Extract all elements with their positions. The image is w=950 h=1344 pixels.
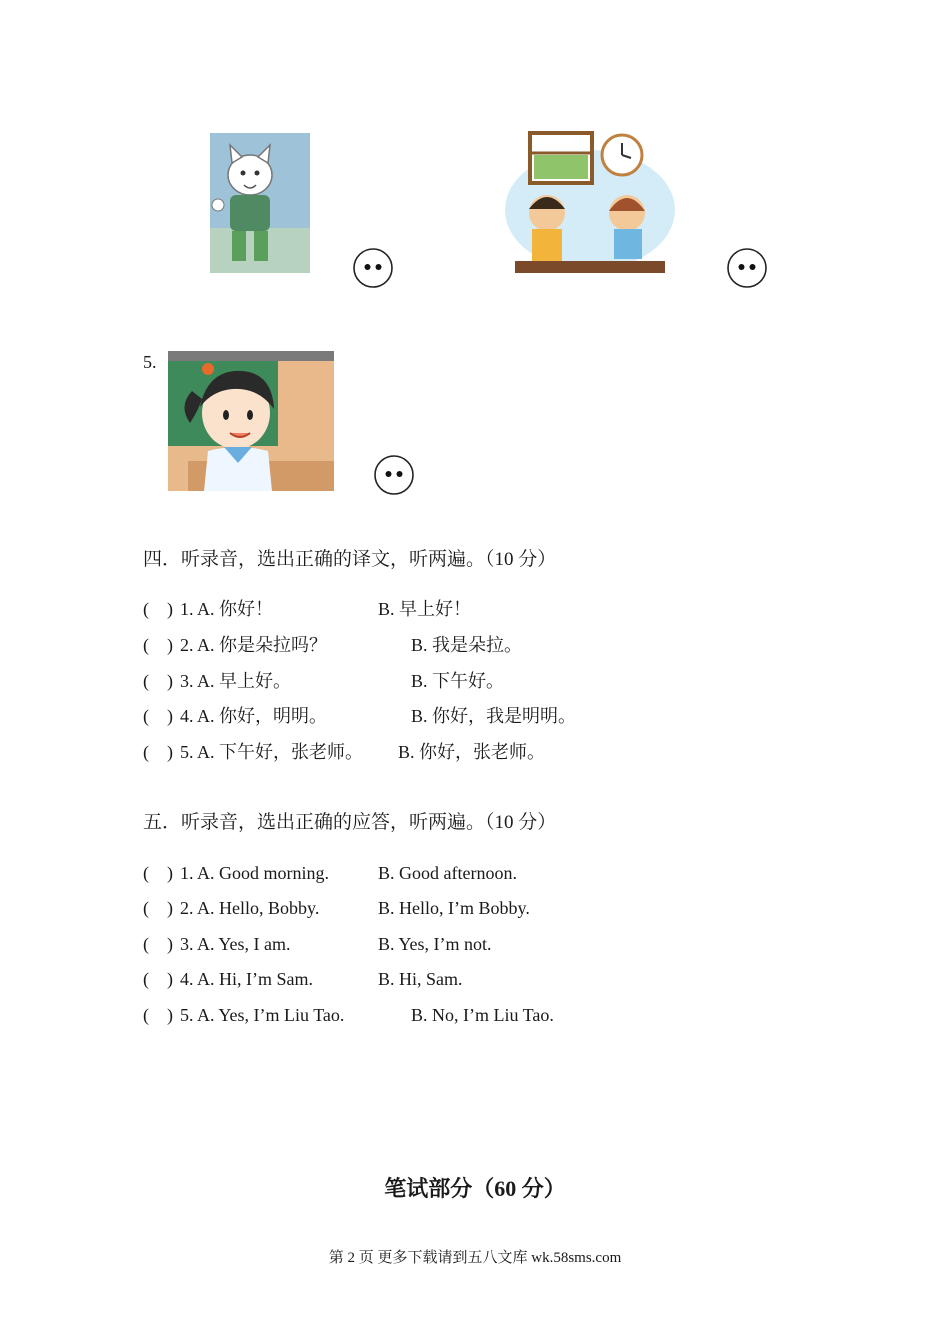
answer-paren[interactable]: ( ) xyxy=(143,1005,173,1025)
option-b: B. 下午好。 xyxy=(411,671,505,691)
face-icon xyxy=(353,248,393,288)
option-a: 5. A. 下午好，张老师。 xyxy=(180,742,364,762)
option-b: B. 你好，我是明明。 xyxy=(411,706,577,726)
cat-teacher-picture xyxy=(200,133,310,273)
page-footer: 第 2 页 更多下载请到五八文库 wk.58sms.com xyxy=(328,1250,622,1266)
classroom-kids-picture xyxy=(500,125,680,275)
answer-paren[interactable]: ( ) xyxy=(143,706,173,726)
option-b: B. 你好，张老师。 xyxy=(398,742,546,762)
option-b: B. Good afternoon. xyxy=(378,863,517,883)
answer-paren[interactable]: ( ) xyxy=(143,898,173,918)
answer-paren[interactable]: ( ) xyxy=(143,635,173,655)
option-b: B. Yes, I’m not. xyxy=(378,934,492,954)
face-icon xyxy=(727,248,767,288)
answer-paren[interactable]: ( ) xyxy=(143,742,173,762)
option-a: 4. A. Hi, I’m Sam. xyxy=(180,969,313,989)
option-a: 3. A. Yes, I am. xyxy=(180,934,291,954)
section-4-heading: 四．听录音，选出正确的译文，听两遍。（10 分） xyxy=(143,549,557,570)
answer-paren[interactable]: ( ) xyxy=(143,863,173,883)
option-a: 5. A. Yes, I’m Liu Tao. xyxy=(180,1005,345,1025)
answer-paren[interactable]: ( ) xyxy=(143,969,173,989)
girl-picture xyxy=(168,351,334,491)
option-a: 1. A. 你好！ xyxy=(180,599,274,619)
answer-paren[interactable]: ( ) xyxy=(143,599,173,619)
answer-paren[interactable]: ( ) xyxy=(143,934,173,954)
option-a: 4. A. 你好，明明。 xyxy=(180,706,328,726)
section-5-heading: 五．听录音，选出正确的应答，听两遍。（10 分） xyxy=(143,812,557,833)
item-5-number: 5. xyxy=(143,352,157,372)
option-b: B. Hello, I’m Bobby. xyxy=(378,898,530,918)
option-a: 2. A. 你是朵拉吗？ xyxy=(180,635,328,655)
option-b: B. 我是朵拉。 xyxy=(411,635,523,655)
option-b: B. Hi, Sam. xyxy=(378,969,463,989)
answer-paren[interactable]: ( ) xyxy=(143,671,173,691)
option-a: 2. A. Hello, Bobby. xyxy=(180,898,320,918)
option-b: B. 早上好！ xyxy=(378,599,472,619)
option-a: 1. A. Good morning. xyxy=(180,863,330,883)
option-a: 3. A. 早上好。 xyxy=(180,671,292,691)
option-b: B. No, I’m Liu Tao. xyxy=(411,1005,554,1025)
written-part-title: 笔试部分（60 分） xyxy=(384,1176,566,1201)
face-icon xyxy=(374,455,414,495)
